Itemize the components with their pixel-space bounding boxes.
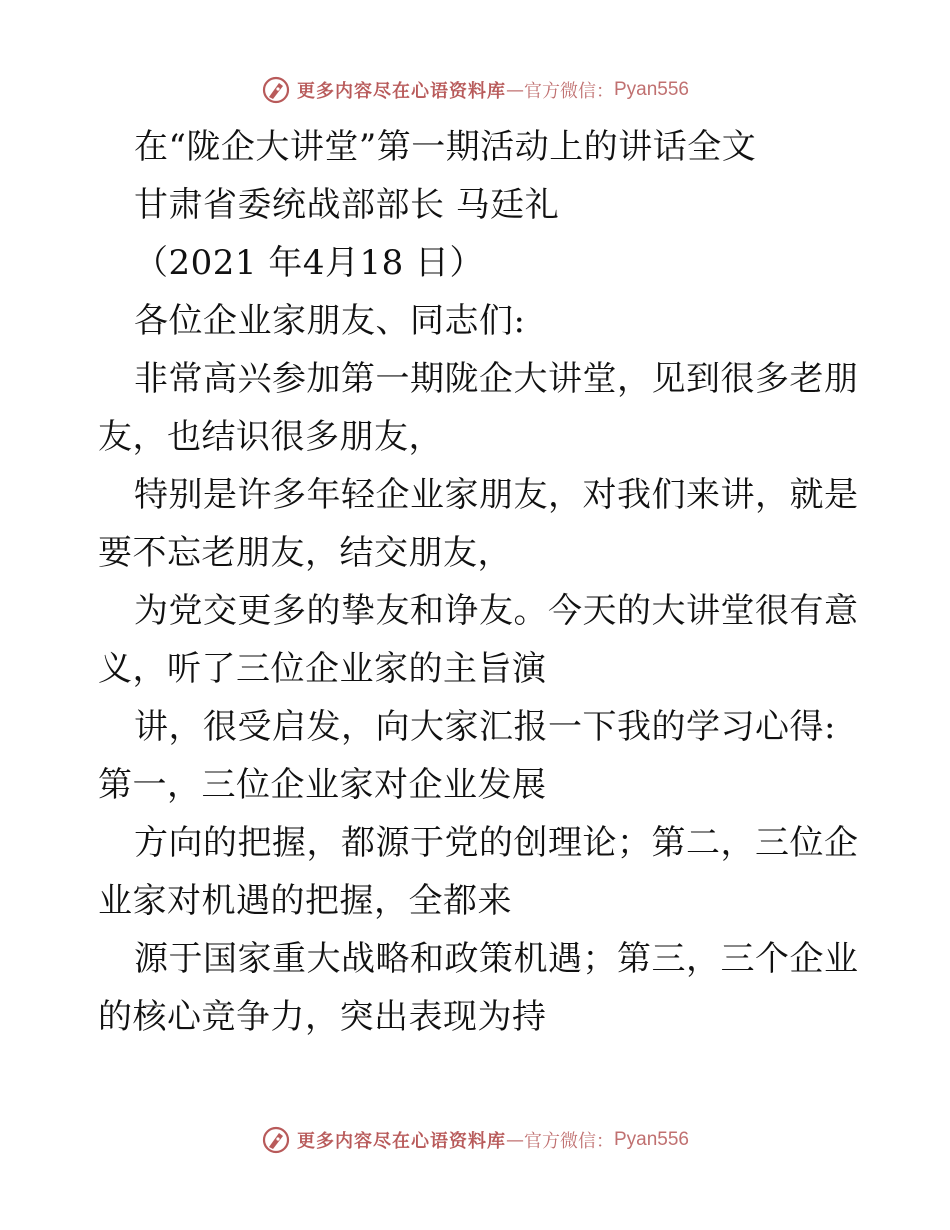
watermark-channel: 官方微信：: [523, 1131, 614, 1152]
pen-nib-circle-icon: [261, 1125, 291, 1155]
pen-nib-circle-icon: [261, 75, 291, 105]
watermark-id: Pyan556: [613, 79, 689, 100]
body-line: 业家对机遇的把握，全都来: [98, 881, 512, 921]
watermark-brand: 更多内容尽在心语资料库: [296, 1131, 506, 1152]
watermark-separator: —: [505, 1129, 524, 1151]
body-line: 非常高兴参加第一期陇企大讲堂，见到很多老朋: [134, 359, 859, 399]
body-line: 讲，很受启发，向大家汇报一下我的学习心得:: [134, 707, 836, 747]
watermark-id: Pyan556: [613, 1129, 689, 1150]
body-line: 为党交更多的挚友和诤友。今天的大讲堂很有意: [134, 591, 859, 631]
document-author: 甘肃省委统战部部长 马廷礼: [134, 185, 560, 225]
footer-watermark: [0, 1122, 950, 1158]
body-line: 要不忘老朋友，结交朋友，: [98, 533, 512, 573]
body-line: 友，也结识很多朋友，: [98, 417, 443, 457]
document-salutation: 各位企业家朋友、同志们:: [134, 301, 526, 341]
body-line: 方向的把握，都源于党的创理论；第二，三位企: [134, 823, 859, 863]
body-line: 特别是许多年轻企业家朋友，对我们来讲，就是: [134, 475, 859, 515]
body-line: 第一，三位企业家对企业发展: [98, 765, 547, 805]
body-line: 的核心竞争力，突出表现为持: [98, 997, 547, 1037]
document-title: 在“陇企大讲堂”第一期活动上的讲话全文: [134, 127, 757, 167]
watermark-separator: —: [505, 79, 524, 101]
watermark-channel: 官方微信：: [523, 81, 614, 102]
body-line: 源于国家重大战略和政策机遇；第三，三个企业: [134, 939, 859, 979]
body-line: 义，听了三位企业家的主旨演: [98, 649, 547, 689]
header-watermark: [0, 72, 950, 108]
document-body: [98, 118, 858, 1046]
document-date: （2021 年4月18 日）: [134, 243, 485, 283]
watermark-brand: 更多内容尽在心语资料库: [296, 81, 506, 102]
